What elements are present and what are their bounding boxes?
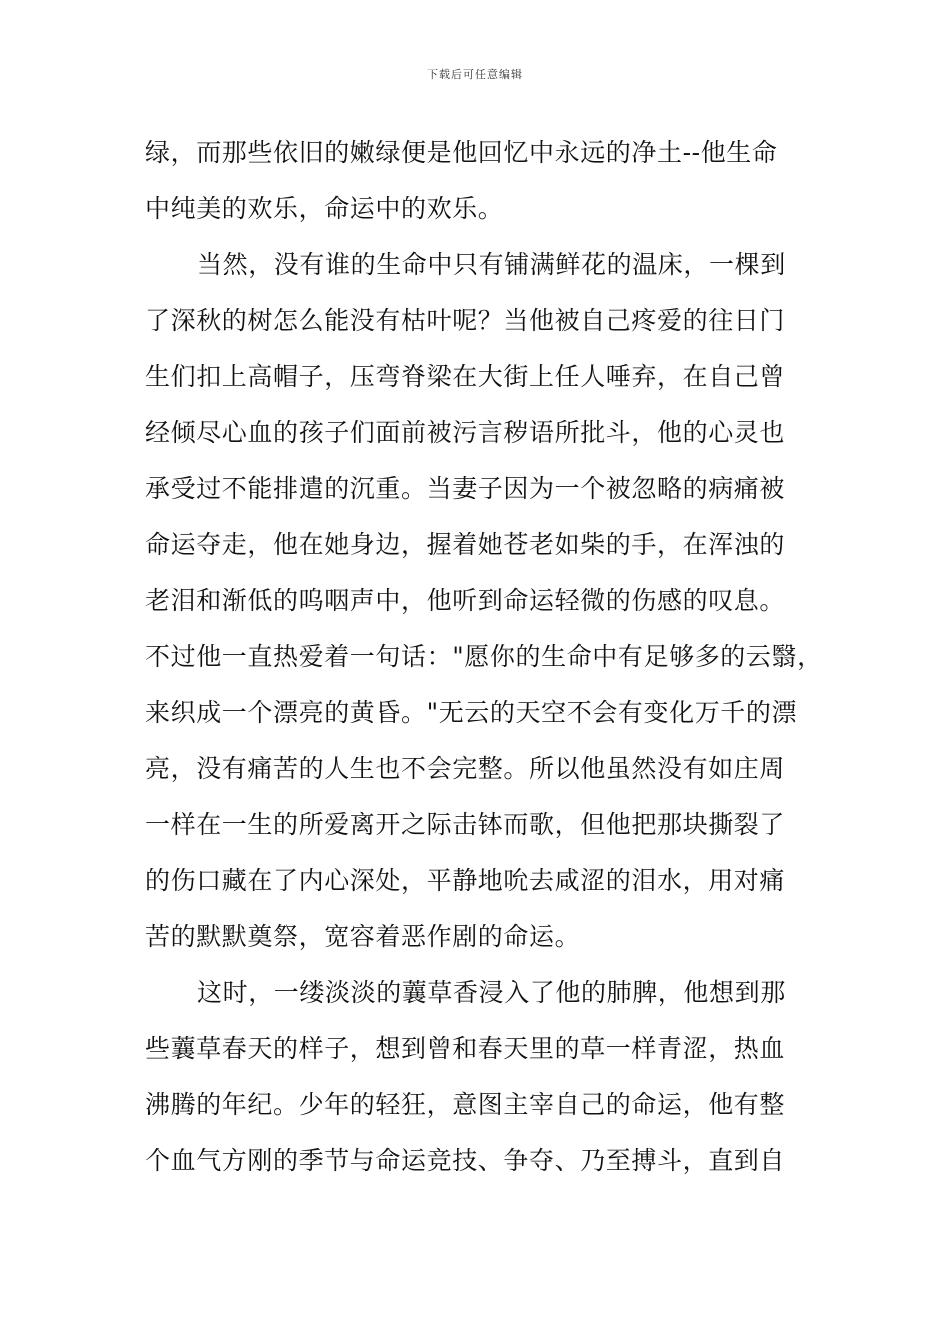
text-line: 承受过不能排遣的沉重。当妻子因为一个被忽略的病痛被 bbox=[145, 474, 786, 503]
text-line: 经倾尽心血的孩子们面前被污言秽语所批斗，他的心灵也 bbox=[145, 418, 786, 447]
text-line: 绿，而那些依旧的嫩绿便是他回忆中永远的净土--他生命 bbox=[145, 138, 778, 167]
page-header-note: 下载后可任意编辑 bbox=[427, 68, 523, 81]
paragraph-start-line: 这时，一缕淡淡的蘘草香浸入了他的肺脾，他想到那 bbox=[197, 978, 786, 1007]
text-line: 来织成一个漂亮的黄昏。"无云的天空不会有变化万千的漂 bbox=[145, 698, 798, 727]
text-line: 不过他一直热爱着一句话："愿你的生命中有足够多的云翳， bbox=[145, 642, 823, 671]
text-line: 老泪和渐低的呜咽声中，他听到命运轻微的伤感的叹息。 bbox=[145, 586, 786, 615]
text-line: 的伤口藏在了内心深处，平静地吮去咸涩的泪水，用对痛 bbox=[145, 866, 786, 895]
text-line: 了深秋的树怎么能没有枯叶呢？当他被自己疼爱的往日门 bbox=[145, 306, 786, 335]
text-line: 命运夺走，他在她身边，握着她苍老如柴的手，在浑浊的 bbox=[145, 530, 786, 559]
text-line: 沸腾的年纪。少年的轻狂，意图主宰自己的命运，他有整 bbox=[145, 1090, 786, 1119]
text-line: 生们扣上高帽子，压弯脊梁在大街上任人唾弃，在自己曾 bbox=[145, 362, 786, 391]
text-line: 些蘘草春天的样子，想到曾和春天里的草一样青涩，热血 bbox=[145, 1034, 786, 1063]
body-text bbox=[145, 125, 835, 1189]
text-line: 亮，没有痛苦的人生也不会完整。所以他虽然没有如庄周 bbox=[145, 754, 786, 783]
text-line: 一样在一生的所爱离开之际击钵而歌，但他把那块撕裂了 bbox=[145, 810, 786, 839]
text-line: 个血气方刚的季节与命运竞技、争夺、乃至搏斗，直到自 bbox=[145, 1146, 786, 1175]
text-line: 苦的默默奠祭，宽容着恶作剧的命运。 bbox=[145, 922, 581, 951]
paragraph-start-line: 当然，没有谁的生命中只有铺满鲜花的温床，一棵到 bbox=[197, 250, 786, 279]
text-line: 中纯美的欢乐，命运中的欢乐。 bbox=[145, 194, 504, 223]
